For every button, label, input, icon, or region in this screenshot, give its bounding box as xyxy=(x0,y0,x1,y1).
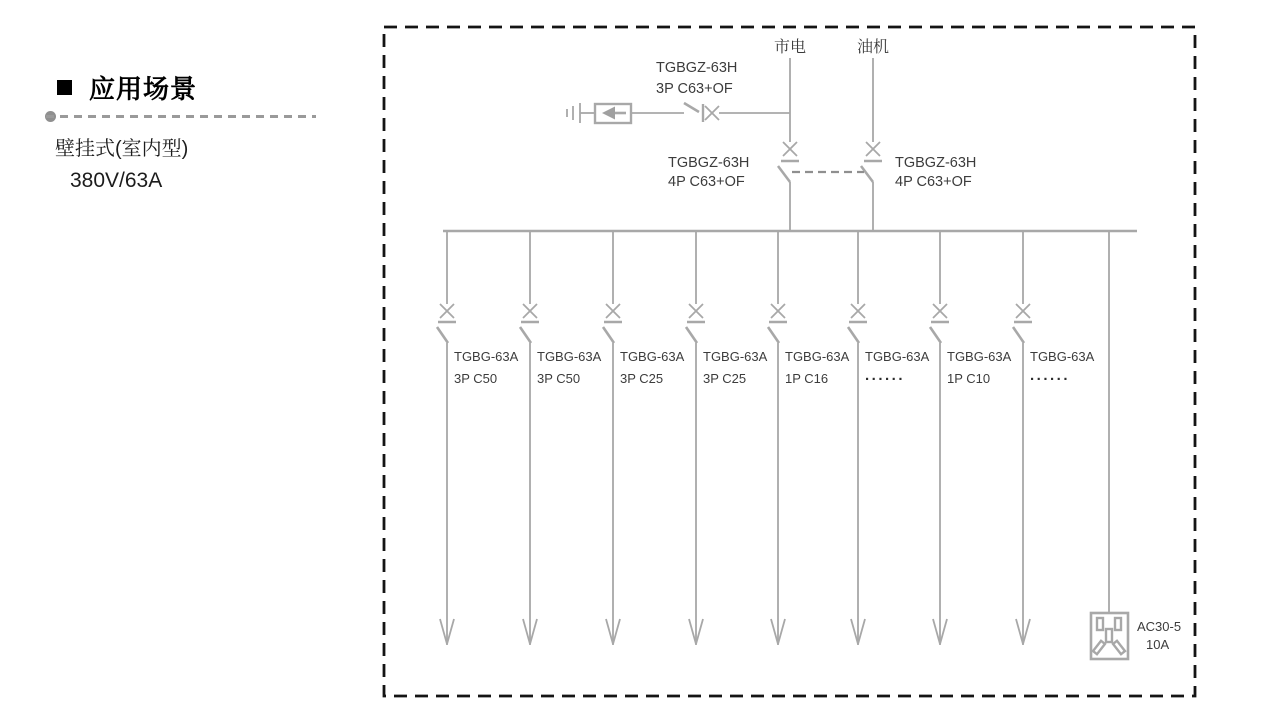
mount-type-label: 壁挂式(室内型) xyxy=(55,138,189,160)
feeder-breaker-icon xyxy=(603,231,622,645)
page-title: 应用场景 xyxy=(89,74,198,104)
generator-breaker-spec-label: 4P C63+OF xyxy=(895,174,972,190)
feeder-breaker-icon xyxy=(848,231,867,645)
feeder-spec-label: 3P C25 xyxy=(703,371,747,386)
feeder-model-label: TGBG-63A xyxy=(703,349,768,364)
mains-source-label: 市电 xyxy=(773,39,807,56)
feeder-spec-ellipsis: ...... xyxy=(1030,367,1071,384)
surge-arrester-icon xyxy=(580,104,631,123)
feeder-model-label: TGBG-63A xyxy=(454,349,519,364)
feeder-breaker-icon xyxy=(437,231,456,645)
feeder-model-label: TGBG-63A xyxy=(947,349,1012,364)
generator-breaker-model-label: TGBGZ-63H xyxy=(895,155,977,171)
feeder-model-label: TGBG-63A xyxy=(620,349,685,364)
feeder-breaker-icon xyxy=(686,231,705,645)
feeder-model-label: TGBG-63A xyxy=(537,349,602,364)
feeder-spec-label: 3P C50 xyxy=(454,371,498,386)
voltage-rating-label: 380V/63A xyxy=(70,169,163,192)
feeder-spec-label: 3P C50 xyxy=(537,371,581,386)
square-bullet-icon xyxy=(57,80,72,95)
generator-source-label: 油机 xyxy=(856,39,890,56)
feeder-spec-ellipsis: ...... xyxy=(865,367,906,384)
generator-incoming-breaker-icon xyxy=(861,142,882,231)
spd-breaker-spec-label: 3P C63+OF xyxy=(656,81,733,97)
socket-rating-label: 10A xyxy=(1146,637,1170,652)
feeder-spec-label: 3P C25 xyxy=(620,371,664,386)
socket-icon xyxy=(1091,613,1128,659)
dashed-leader-line xyxy=(46,115,316,118)
feeder-breaker-icon xyxy=(930,231,949,645)
feeder-spec-label: 1P C10 xyxy=(947,371,991,386)
feeder-spec-label: 1P C16 xyxy=(785,371,829,386)
feeder-model-label: TGBG-63A xyxy=(785,349,850,364)
mains-breaker-spec-label: 4P C63+OF xyxy=(668,174,745,190)
spd-branch-breaker-icon xyxy=(631,103,790,122)
section-header xyxy=(57,69,197,106)
feeder-model-label: TGBG-63A xyxy=(865,349,930,364)
spd-breaker-model-label: TGBGZ-63H xyxy=(656,60,738,76)
mains-incoming-breaker-icon xyxy=(778,142,799,231)
feeder-breaker-icon xyxy=(520,231,539,645)
socket-model-label: AC30-5 xyxy=(1137,619,1182,634)
ground-icon xyxy=(567,103,580,123)
mains-breaker-model-label: TGBGZ-63H xyxy=(668,155,750,171)
feeder-breaker-icon xyxy=(1013,231,1032,645)
feeder-model-label: TGBG-63A xyxy=(1030,349,1095,364)
feeder-breaker-icon xyxy=(768,231,787,645)
